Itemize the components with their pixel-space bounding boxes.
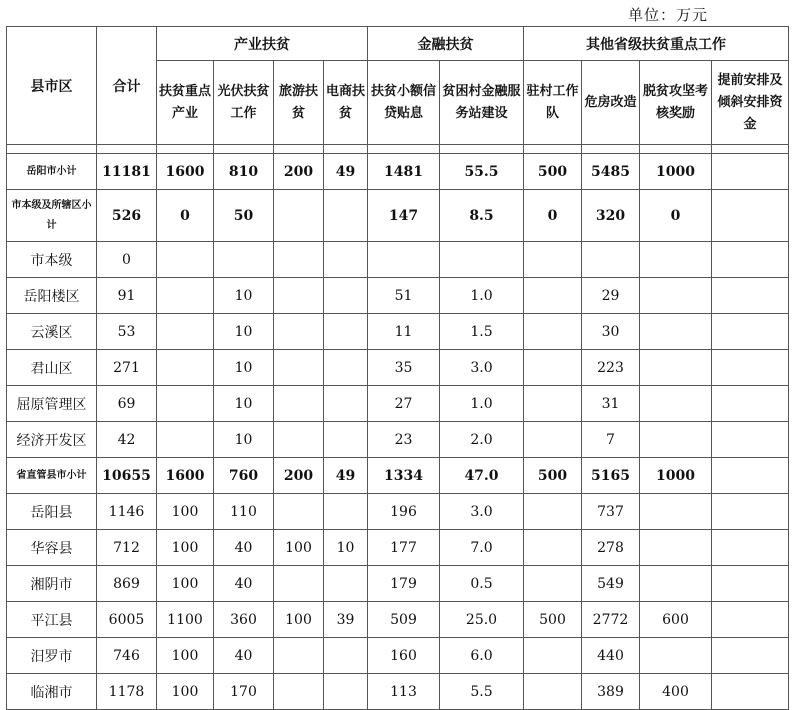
table-cell	[324, 494, 368, 530]
table-cell	[712, 278, 789, 314]
table-cell	[524, 638, 582, 674]
table-cell: 549	[582, 566, 640, 602]
table-cell: 1100	[157, 602, 214, 638]
table-cell	[324, 422, 368, 458]
table-row	[7, 242, 789, 278]
table-cell: 49	[324, 458, 368, 494]
table-cell	[440, 242, 524, 278]
table-cell	[640, 242, 712, 278]
row-total: 271	[97, 350, 157, 386]
table-cell: 100	[157, 566, 214, 602]
table-cell: 113	[368, 674, 440, 710]
table-body	[7, 154, 789, 710]
table-cell: 49	[324, 154, 368, 190]
table-cell	[524, 674, 582, 710]
table-cell: 600	[640, 602, 712, 638]
table-cell	[274, 314, 324, 350]
table-cell: 509	[368, 602, 440, 638]
table-cell: 7	[582, 422, 640, 458]
table-cell: 25.0	[440, 602, 524, 638]
table-cell: 0	[640, 190, 712, 242]
table-row	[7, 530, 789, 566]
table-cell	[640, 566, 712, 602]
table-cell: 1.5	[440, 314, 524, 350]
table-cell	[157, 314, 214, 350]
row-county-name: 岳阳市小计	[7, 154, 97, 190]
table-cell: 500	[524, 602, 582, 638]
table-cell: 360	[214, 602, 274, 638]
table-cell	[640, 638, 712, 674]
table-cell	[524, 314, 582, 350]
table-cell	[324, 674, 368, 710]
header-col: 旅游扶贫	[274, 61, 324, 145]
row-total: 1178	[97, 674, 157, 710]
table-cell	[582, 242, 640, 278]
table-row	[7, 602, 789, 638]
table-cell: 440	[582, 638, 640, 674]
table-row	[7, 422, 789, 458]
row-county-name: 君山区	[7, 350, 97, 386]
table-cell: 35	[368, 350, 440, 386]
table-cell: 10	[324, 530, 368, 566]
table-cell: 50	[214, 190, 274, 242]
header-col: 电商扶贫	[324, 61, 368, 145]
table-cell	[324, 314, 368, 350]
table-cell: 177	[368, 530, 440, 566]
table-cell	[274, 494, 324, 530]
table-cell	[274, 674, 324, 710]
table-cell: 100	[157, 674, 214, 710]
table-row	[7, 154, 789, 190]
row-county-name: 岳阳楼区	[7, 278, 97, 314]
table-cell: 400	[640, 674, 712, 710]
table-cell: 5.5	[440, 674, 524, 710]
table-cell	[712, 386, 789, 422]
table-cell	[324, 278, 368, 314]
table-cell: 8.5	[440, 190, 524, 242]
table-cell	[524, 278, 582, 314]
row-total: 526	[97, 190, 157, 242]
row-county-name: 经济开发区	[7, 422, 97, 458]
row-county-name: 平江县	[7, 602, 97, 638]
row-total: 69	[97, 386, 157, 422]
row-county-name: 屈原管理区	[7, 386, 97, 422]
header-total: 合计	[97, 27, 157, 145]
table-cell: 47.0	[440, 458, 524, 494]
table-cell	[274, 350, 324, 386]
row-total: 712	[97, 530, 157, 566]
table-cell: 1.0	[440, 386, 524, 422]
table-cell: 170	[214, 674, 274, 710]
row-county-name: 省直管县市小计	[7, 458, 97, 494]
table-cell: 55.5	[440, 154, 524, 190]
table-cell: 737	[582, 494, 640, 530]
table-row	[7, 566, 789, 602]
table-row	[7, 278, 789, 314]
row-total: 53	[97, 314, 157, 350]
table-cell: 40	[214, 566, 274, 602]
table-cell	[640, 530, 712, 566]
table-row	[7, 458, 789, 494]
table-cell: 31	[582, 386, 640, 422]
table-cell: 760	[214, 458, 274, 494]
table-cell: 40	[214, 530, 274, 566]
table-cell	[640, 278, 712, 314]
funding-table	[6, 26, 789, 710]
table-cell	[274, 190, 324, 242]
table-cell: 100	[157, 494, 214, 530]
header-group-other: 其他省级扶贫重点工作	[524, 27, 789, 61]
table-cell: 223	[582, 350, 640, 386]
row-total: 0	[97, 242, 157, 278]
table-cell	[524, 242, 582, 278]
table-cell	[712, 674, 789, 710]
table-cell: 179	[368, 566, 440, 602]
table-cell	[524, 350, 582, 386]
table-row	[7, 314, 789, 350]
table-cell: 100	[157, 638, 214, 674]
header-group-industry: 产业扶贫	[157, 27, 368, 61]
table-cell: 200	[274, 458, 324, 494]
row-county-name: 市本级	[7, 242, 97, 278]
table-cell	[324, 566, 368, 602]
header-col: 扶贫小额信贷贴息	[368, 61, 440, 145]
row-total: 42	[97, 422, 157, 458]
table-cell	[712, 350, 789, 386]
table-cell: 1481	[368, 154, 440, 190]
table-cell	[640, 350, 712, 386]
table-cell	[640, 386, 712, 422]
table-cell	[640, 422, 712, 458]
table-cell	[712, 530, 789, 566]
row-total: 1146	[97, 494, 157, 530]
table-cell: 389	[582, 674, 640, 710]
table-cell: 3.0	[440, 350, 524, 386]
table-cell: 7.0	[440, 530, 524, 566]
table-cell: 1600	[157, 154, 214, 190]
table-cell: 1334	[368, 458, 440, 494]
table-cell: 200	[274, 154, 324, 190]
table-cell	[324, 638, 368, 674]
table-header	[7, 27, 789, 154]
table-cell: 2.0	[440, 422, 524, 458]
header-col: 贫困村金融服务站建设	[440, 61, 524, 145]
table-cell	[712, 494, 789, 530]
table-cell: 6.0	[440, 638, 524, 674]
table-cell	[157, 422, 214, 458]
row-county-name: 云溪区	[7, 314, 97, 350]
table-cell: 5165	[582, 458, 640, 494]
table-cell: 23	[368, 422, 440, 458]
table-cell: 1000	[640, 154, 712, 190]
table-cell	[524, 530, 582, 566]
table-cell	[640, 314, 712, 350]
table-cell	[157, 386, 214, 422]
row-county-name: 岳阳县	[7, 494, 97, 530]
table-cell	[712, 602, 789, 638]
table-cell	[324, 242, 368, 278]
table-cell: 0.5	[440, 566, 524, 602]
table-cell: 10	[214, 314, 274, 350]
row-county-name: 华容县	[7, 530, 97, 566]
table-cell: 3.0	[440, 494, 524, 530]
row-total: 869	[97, 566, 157, 602]
row-county-name: 市本级及所辖区小计	[7, 190, 97, 242]
header-col: 脱贫攻坚考核奖励	[640, 61, 712, 145]
table-cell	[712, 314, 789, 350]
row-county-name: 汨罗市	[7, 638, 97, 674]
table-cell: 0	[524, 190, 582, 242]
table-cell: 1000	[640, 458, 712, 494]
table-cell: 810	[214, 154, 274, 190]
table-row	[7, 494, 789, 530]
table-cell: 500	[524, 154, 582, 190]
table-cell	[274, 422, 324, 458]
row-county-name: 临湘市	[7, 674, 97, 710]
row-total: 746	[97, 638, 157, 674]
table-cell: 39	[324, 602, 368, 638]
table-cell: 320	[582, 190, 640, 242]
table-cell: 11	[368, 314, 440, 350]
header-group-finance: 金融扶贫	[368, 27, 524, 61]
header-col: 提前安排及倾斜安排资金	[712, 61, 789, 145]
table-cell	[524, 494, 582, 530]
table-cell: 100	[157, 530, 214, 566]
table-cell: 10	[214, 350, 274, 386]
table-cell: 5485	[582, 154, 640, 190]
table-row	[7, 350, 789, 386]
header-gap	[7, 145, 789, 154]
table-cell: 110	[214, 494, 274, 530]
header-col: 光伏扶贫工作	[214, 61, 274, 145]
header-col: 扶贫重点产业	[157, 61, 214, 145]
table-cell	[324, 190, 368, 242]
table-cell	[157, 278, 214, 314]
header-col: 危房改造	[582, 61, 640, 145]
header-county: 县市区	[7, 27, 97, 145]
table-cell	[712, 242, 789, 278]
table-cell	[712, 154, 789, 190]
table-cell: 147	[368, 190, 440, 242]
table-row	[7, 386, 789, 422]
table-cell	[712, 638, 789, 674]
table-cell: 0	[157, 190, 214, 242]
table-cell: 278	[582, 530, 640, 566]
table-cell	[214, 242, 274, 278]
table-cell	[524, 422, 582, 458]
table-cell: 160	[368, 638, 440, 674]
table-cell: 1.0	[440, 278, 524, 314]
table-cell	[274, 386, 324, 422]
table-cell: 500	[524, 458, 582, 494]
table-cell	[324, 386, 368, 422]
table-cell: 100	[274, 530, 324, 566]
table-cell	[524, 566, 582, 602]
table-cell	[274, 566, 324, 602]
table-cell: 51	[368, 278, 440, 314]
table-cell	[524, 386, 582, 422]
table-row	[7, 674, 789, 710]
table-cell: 196	[368, 494, 440, 530]
table-cell	[274, 638, 324, 674]
table-cell: 2772	[582, 602, 640, 638]
table-cell: 10	[214, 386, 274, 422]
table-row	[7, 638, 789, 674]
table-cell	[712, 458, 789, 494]
unit-label: 单位：万元	[628, 6, 709, 24]
table-cell	[712, 422, 789, 458]
table-cell: 27	[368, 386, 440, 422]
row-county-name: 湘阴市	[7, 566, 97, 602]
row-total: 91	[97, 278, 157, 314]
table-cell	[157, 350, 214, 386]
table-cell	[274, 278, 324, 314]
table-cell	[712, 190, 789, 242]
table-cell	[640, 494, 712, 530]
header-col: 驻村工作队	[524, 61, 582, 145]
table-cell: 10	[214, 422, 274, 458]
row-total: 10655	[97, 458, 157, 494]
table-cell: 30	[582, 314, 640, 350]
table-cell	[712, 566, 789, 602]
table-cell	[157, 242, 214, 278]
table-cell	[324, 350, 368, 386]
table-row	[7, 190, 789, 242]
table-cell: 29	[582, 278, 640, 314]
table-cell	[274, 242, 324, 278]
row-total: 11181	[97, 154, 157, 190]
table-cell: 1600	[157, 458, 214, 494]
row-total: 6005	[97, 602, 157, 638]
table-cell: 100	[274, 602, 324, 638]
table-cell: 40	[214, 638, 274, 674]
table-cell: 10	[214, 278, 274, 314]
table-cell	[368, 242, 440, 278]
